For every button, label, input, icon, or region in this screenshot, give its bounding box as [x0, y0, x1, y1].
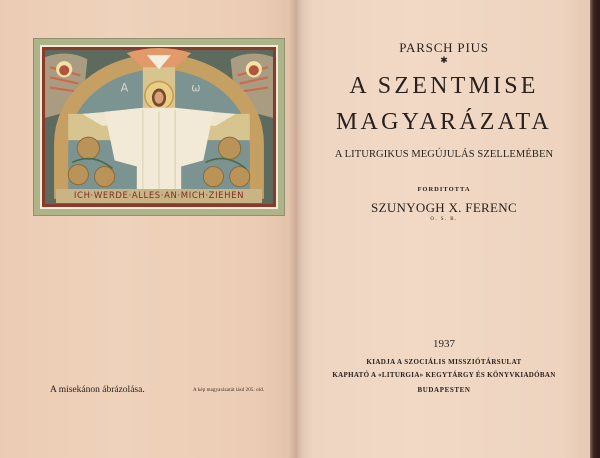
translator-name: SZUNYOGH X. FERENC [371, 200, 517, 215]
publication-year: 1937 [433, 338, 455, 350]
svg-text:ω: ω [191, 81, 201, 95]
left-page [0, 0, 296, 458]
publisher-line-2: KAPHATÓ A «LITURGIA» KEGYTÁRGY ÉS KÖNYVKIADÓBAN [332, 371, 556, 379]
religious-order: O. S. B. [430, 217, 458, 222]
title-line-2: MAGYARÁZATA [336, 109, 552, 135]
publisher-line-1: KIADJA A SZOCIÁLIS MISSZIÓTÁRSULAT [366, 358, 522, 366]
book-cover-edge [590, 0, 600, 458]
ornament-star-icon: ✱ [440, 55, 448, 65]
plate-inscription: ICH·WERDE·ALLES·AN·MICH·ZIEHEN [56, 189, 262, 203]
plate-mat [40, 45, 278, 209]
publisher-city: BUDAPESTEN [417, 386, 471, 394]
svg-text:A: A [120, 81, 129, 95]
frontispiece-plate [33, 38, 285, 216]
title-line-1: A SZENTMISE [349, 73, 539, 99]
author-name: PARSCH PIUS [399, 40, 489, 55]
translated-by-label: FORDITOTTA [417, 186, 471, 193]
christ-crucifix-illustration [42, 47, 276, 207]
illustration-svg [42, 47, 276, 207]
subtitle: A LITURGIKUS MEGÚJULÁS SZELLEMÉBEN [334, 149, 554, 160]
plate-caption: A misekánon ábrázolása. [50, 385, 145, 395]
plate-caption-note: A kép magyarázatát lásd 205. old. [193, 388, 265, 393]
